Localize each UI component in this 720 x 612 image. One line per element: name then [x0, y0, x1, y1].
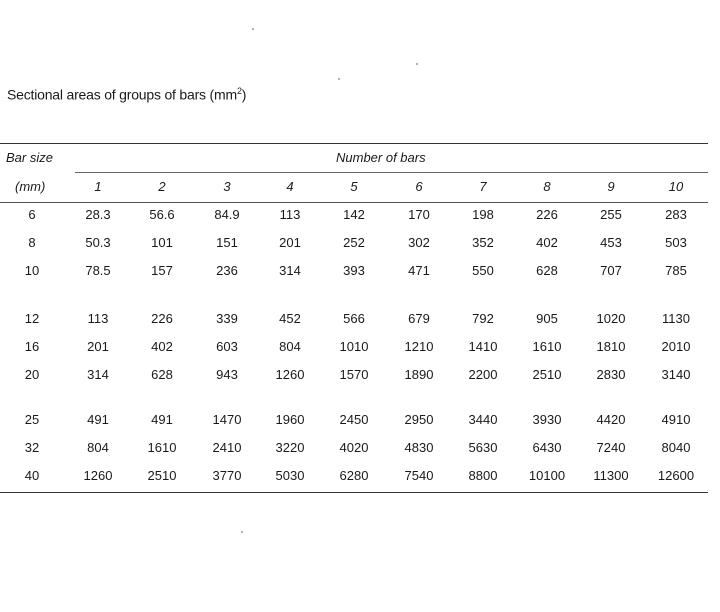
table-cell: 252 [343, 235, 365, 250]
table-cell: 113 [87, 311, 109, 326]
table-cell: 56.6 [149, 207, 175, 222]
table-bottom-rule [0, 492, 708, 493]
table-cell: 792 [472, 311, 494, 326]
column-header-6: 6 [415, 179, 423, 194]
table-cell: 1210 [404, 339, 434, 354]
table-cell: 402 [151, 339, 173, 354]
title-text: Sectional areas of groups of bars (mm [7, 86, 237, 103]
table-cell: 1130 [662, 311, 690, 326]
column-header-1: 1 [94, 179, 102, 194]
table-cell: 5030 [275, 468, 305, 483]
table-cell: 283 [665, 207, 687, 222]
table-cell: 8040 [661, 440, 691, 455]
table-cell: 339 [216, 311, 238, 326]
table-cell: 943 [216, 367, 238, 382]
table-cell: 785 [665, 263, 687, 278]
table-cell: 4830 [404, 440, 434, 455]
table-cell: 11300 [593, 468, 629, 483]
table-cell: 226 [151, 311, 173, 326]
table-cell: 3220 [275, 440, 305, 455]
table-cell: 804 [279, 339, 301, 354]
table-cell: 1890 [404, 367, 434, 382]
table-cell: 2010 [661, 339, 691, 354]
table-cell: 2410 [212, 440, 242, 455]
column-header-8: 8 [543, 179, 551, 194]
table-cell: 2950 [404, 412, 434, 427]
table-cell: 804 [87, 440, 109, 455]
table-cell: 1260 [83, 468, 113, 483]
table-cell: 566 [343, 311, 365, 326]
scan-speck [252, 28, 254, 30]
table-cell: 28.3 [85, 207, 111, 222]
bar-size-header: Bar size [6, 150, 53, 165]
column-header-4: 4 [286, 179, 294, 194]
table-cell: 452 [279, 311, 301, 326]
table-cell: 2450 [339, 412, 369, 427]
column-header-7: 7 [479, 179, 487, 194]
table-cell: 2830 [596, 367, 626, 382]
table-cell: 236 [216, 263, 238, 278]
table-cell: 314 [87, 367, 109, 382]
column-header-9: 9 [607, 179, 615, 194]
column-header-10: 10 [668, 179, 684, 194]
table-cell: 1020 [596, 311, 626, 326]
table-cell: 201 [87, 339, 109, 354]
table-cell: 1570 [339, 367, 369, 382]
column-header-5: 5 [350, 179, 358, 194]
table-cell: 603 [216, 339, 238, 354]
table-cell: 550 [472, 263, 494, 278]
table-cell: 5630 [468, 440, 498, 455]
table-cell: 3770 [212, 468, 242, 483]
table-cell: 151 [216, 235, 238, 250]
table-cell: 255 [600, 207, 622, 222]
table-cell: 78.5 [85, 263, 111, 278]
table-cell: 905 [536, 311, 558, 326]
table-cell: 84.9 [214, 207, 240, 222]
bar-size-40: 40 [24, 468, 40, 483]
table-cell: 6280 [339, 468, 369, 483]
table-cell: 113 [279, 207, 301, 222]
table-cell: 2200 [468, 367, 498, 382]
table-cell: 198 [472, 207, 494, 222]
table-cell: 402 [536, 235, 558, 250]
table-cell: 10100 [528, 468, 566, 483]
header-bottom-rule [0, 202, 708, 203]
table-cell: 1960 [275, 412, 305, 427]
table-cell: 4020 [339, 440, 369, 455]
table-cell: 7240 [596, 440, 626, 455]
table-cell: 679 [408, 311, 430, 326]
column-header-3: 3 [223, 179, 231, 194]
table-cell: 628 [536, 263, 558, 278]
bar-size-16: 16 [24, 339, 40, 354]
table-cell: 4910 [661, 412, 691, 427]
table-cell: 2510 [147, 468, 177, 483]
table-cell: 142 [343, 207, 365, 222]
table-cell: 471 [408, 263, 430, 278]
bar-size-8: 8 [28, 235, 36, 250]
table-cell: 503 [665, 235, 687, 250]
table-cell: 1610 [532, 339, 562, 354]
table-cell: 1410 [468, 339, 498, 354]
table-cell: 352 [472, 235, 494, 250]
table-cell: 1470 [212, 412, 242, 427]
table-cell: 1810 [596, 339, 626, 354]
table-cell: 3140 [661, 367, 691, 382]
scan-speck [338, 78, 340, 80]
bar-size-20: 20 [24, 367, 40, 382]
table-cell: 491 [151, 412, 173, 427]
table-cell: 491 [87, 412, 109, 427]
table-cell: 4420 [596, 412, 626, 427]
table-cell: 1010 [339, 339, 369, 354]
table-cell: 453 [600, 235, 622, 250]
table-cell: 707 [600, 263, 622, 278]
bar-size-10: 10 [24, 263, 40, 278]
table-cell: 157 [151, 263, 173, 278]
table-cell: 3930 [532, 412, 562, 427]
table-cell: 201 [279, 235, 301, 250]
table-cell: 314 [279, 263, 301, 278]
table-cell: 50.3 [85, 235, 111, 250]
table-cell: 170 [408, 207, 430, 222]
table-cell: 393 [343, 263, 365, 278]
table-title [7, 86, 246, 103]
table-cell: 302 [408, 235, 430, 250]
table-cell: 226 [536, 207, 558, 222]
scan-speck [416, 63, 418, 65]
title-close: ) [241, 86, 247, 103]
table-top-rule [0, 143, 708, 144]
bar-size-32: 32 [24, 440, 40, 455]
group-header-rule [75, 172, 708, 173]
bar-size-12: 12 [24, 311, 40, 326]
bar-size-25: 25 [24, 412, 40, 427]
table-cell: 7540 [404, 468, 434, 483]
table-cell: 2510 [532, 367, 562, 382]
table-cell: 1260 [275, 367, 305, 382]
title-superscript: 2 [236, 86, 242, 96]
column-header-2: 2 [158, 179, 166, 194]
table-cell: 6430 [532, 440, 562, 455]
number-of-bars-header: Number of bars [336, 150, 426, 165]
table-cell: 3440 [468, 412, 498, 427]
table-cell: 8800 [468, 468, 498, 483]
bar-size-6: 6 [28, 207, 36, 222]
table-cell: 628 [151, 367, 173, 382]
table-cell: 12600 [657, 468, 695, 483]
table-cell: 101 [151, 235, 173, 250]
table-cell: 1610 [147, 440, 177, 455]
unit-header: (mm) [15, 179, 46, 194]
scan-speck [241, 531, 243, 533]
